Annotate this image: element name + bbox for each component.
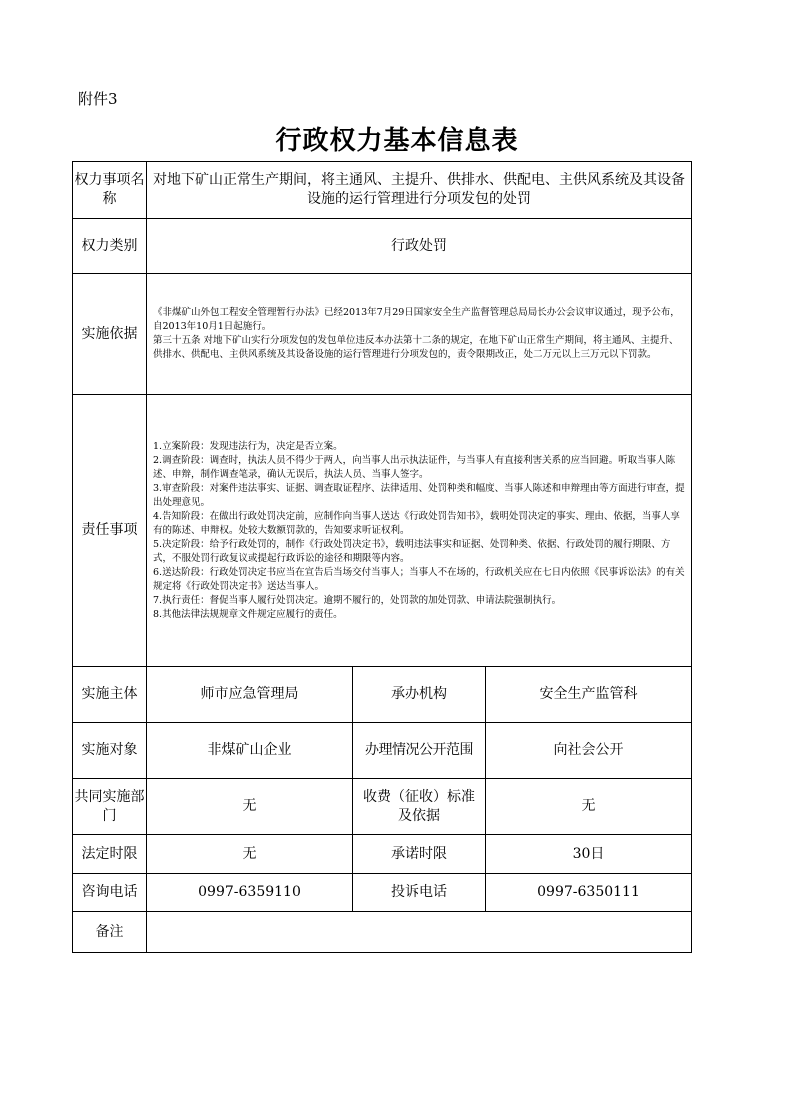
subject-label: 实施主体 <box>73 667 147 723</box>
responsibility-item: 3.审查阶段：对案件违法事实、证据、调查取证程序、法律适用、处罚种类和幅度、当事人陈述和申辩理由等方面进行审查，提出处理意见。 <box>153 482 685 508</box>
responsibility-item: 2.调查阶段：调查时，执法人员不得少于两人，向当事人出示执法证件，与当事人有直接利害关系的应当回避。听取当事人陈述、申辩，制作调查笔录，确认无误后，执法人员、当事人签字。 <box>153 454 676 480</box>
remarks-label: 备注 <box>73 912 147 953</box>
complaint-label: 投诉电话 <box>353 874 486 912</box>
row-target <box>73 723 692 779</box>
category-value: 行政处罚 <box>147 219 692 274</box>
disclosure-label: 办理情况公开范围 <box>353 723 486 779</box>
phone-value: 0997-6359110 <box>147 874 353 912</box>
category-label: 权力类别 <box>73 219 147 274</box>
row-joint <box>73 779 692 835</box>
deadline-value: 无 <box>147 835 353 874</box>
target-value: 非煤矿山企业 <box>147 723 353 779</box>
item-name-label: 权力事项名称 <box>73 162 147 219</box>
subject-value: 师市应急管理局 <box>147 667 353 723</box>
complaint-value: 0997-6350111 <box>486 874 692 912</box>
fee-label: 收费（征收）标准及依据 <box>353 779 486 835</box>
attachment-label: 附件3 <box>78 90 118 108</box>
disclosure-value: 向社会公开 <box>486 723 692 779</box>
agency-label: 承办机构 <box>353 667 486 723</box>
promise-value: 30日 <box>486 835 692 874</box>
joint-label: 共同实施部门 <box>73 779 147 835</box>
row-category <box>73 219 692 274</box>
responsibility-item: 5.决定阶段：给予行政处罚的，制作《行政处罚决定书》，载明违法事实和证据、处罚种类、依据、行政处罚的履行期限、方式，不服处罚行政复议或提起行政诉讼的途径和期限等内容。 <box>153 538 671 564</box>
target-label: 实施对象 <box>73 723 147 779</box>
row-phone <box>73 874 692 912</box>
responsibility-item: 7.执行责任：督促当事人履行处罚决定。逾期不履行的，处罚款的加处罚款、申请法院强制执行。 <box>153 594 562 606</box>
page-title: 行政权力基本信息表 <box>275 126 519 156</box>
basis-value <box>147 274 692 395</box>
basis-paragraph: 《非煤矿山外包工程安全管理暂行办法》已经2013年7月29日国家安全生产监督管理总局局长办公会议审议通过，现予公布，自2013年10月1日起施行。 <box>153 307 680 332</box>
item-name-value: 对地下矿山正常生产期间，将主通风、主提升、供排水、供配电、主供风系统及其设备设施的运行管理进行分项发包的处罚 <box>147 162 692 219</box>
row-subject <box>73 667 692 723</box>
row-remarks <box>73 912 692 953</box>
row-item-name <box>73 162 692 219</box>
agency-value: 安全生产监管科 <box>486 667 692 723</box>
info-table <box>72 161 692 953</box>
responsibility-value <box>147 395 692 667</box>
row-deadline <box>73 835 692 874</box>
basis-paragraph: 第三十五条 对地下矿山实行分项发包的发包单位违反本办法第十二条的规定，在地下矿山正常生产期间，将主通风、主提升、供排水、供配电、主供风系统及其设备设施的运行管理进行分项发包的，责令限期改正，处二万元以上三万元以下罚款。 <box>153 335 679 360</box>
responsibility-item: 4.告知阶段：在做出行政处罚决定前，应制作向当事人送达《行政处罚告知书》，载明处罚决定的事实、理由、依据，当事人享有的陈述、申辩权。处较大数额罚款的，告知要求听证权利。 <box>153 510 680 536</box>
fee-value: 无 <box>486 779 692 835</box>
row-basis <box>73 274 692 395</box>
phone-label: 咨询电话 <box>73 874 147 912</box>
remarks-value <box>147 912 692 953</box>
promise-label: 承诺时限 <box>353 835 486 874</box>
joint-value: 无 <box>147 779 353 835</box>
responsibility-item: 8.其他法律法规规章文件规定应履行的责任。 <box>153 608 343 620</box>
deadline-label: 法定时限 <box>73 835 147 874</box>
row-responsibility <box>73 395 692 667</box>
responsibility-label: 责任事项 <box>73 395 147 667</box>
basis-label: 实施依据 <box>73 274 147 395</box>
responsibility-item: 6.送达阶段：行政处罚决定书应当在宣告后当场交付当事人；当事人不在场的，行政机关应在七日内依照《民事诉讼法》的有关规定将《行政处罚决定书》送达当事人。 <box>153 566 685 592</box>
responsibility-item: 1.立案阶段：发现违法行为，决定是否立案。 <box>153 440 343 452</box>
